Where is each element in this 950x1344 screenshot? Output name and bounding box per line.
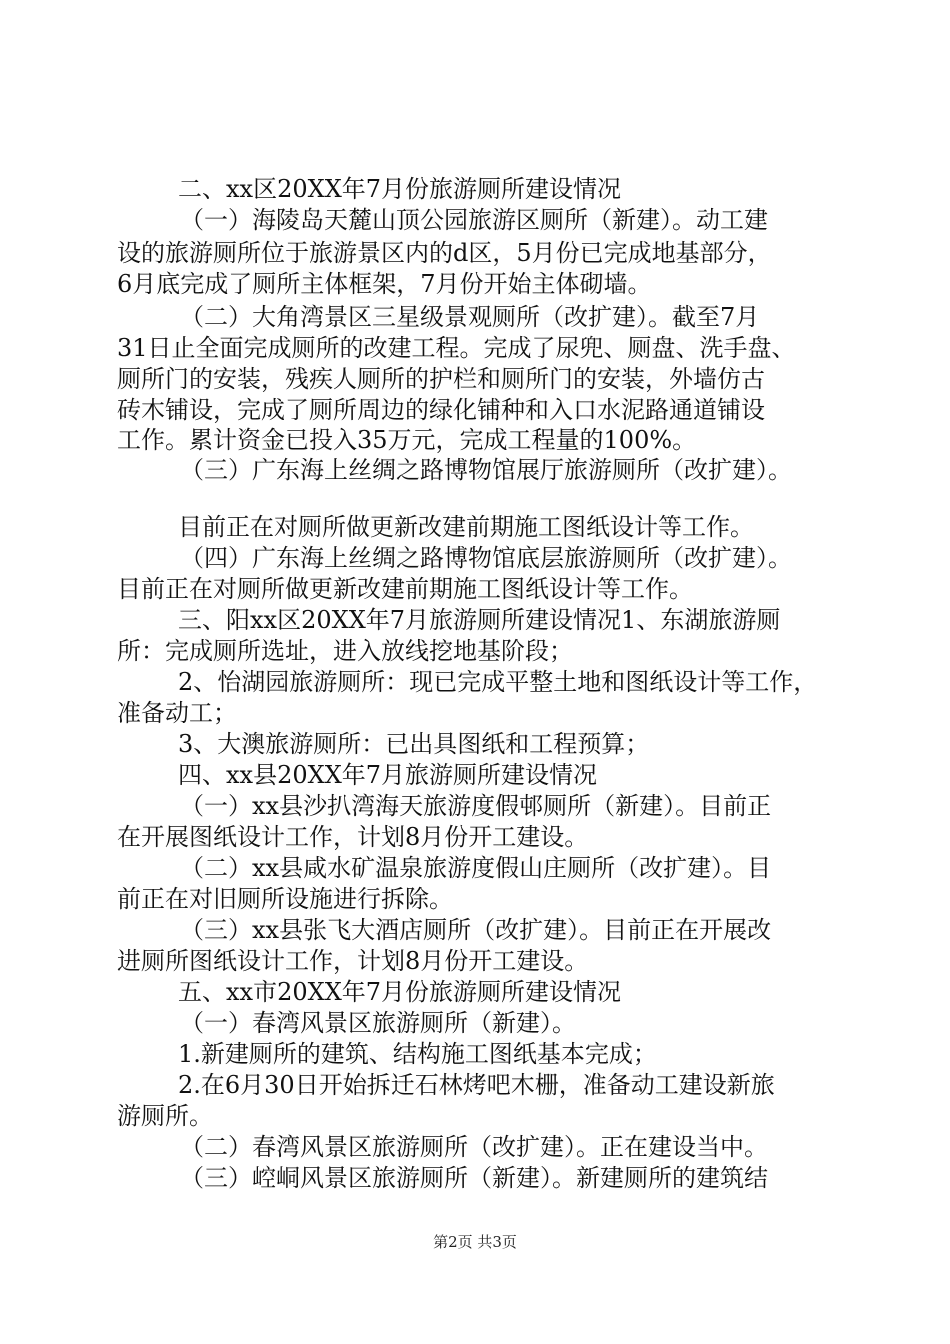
page-footer: 第2页 共3页 <box>433 1233 517 1251</box>
paragraph-line: 所：完成厕所选址，进入放线挖地基阶段； <box>117 637 573 665</box>
paragraph-line: （四）广东海上丝绸之路博物馆底层旅游厕所（改扩建）。 <box>180 544 792 572</box>
paragraph-line: （二）大角湾景区三星级景观厕所（改扩建）。截至7月 <box>180 303 760 331</box>
paragraph-line: 工作。累计资金已投入35万元，完成工程量的100%。 <box>117 426 697 454</box>
paragraph-line: 进厕所图纸设计工作，计划8月份开工建设。 <box>117 947 589 975</box>
section-heading-5: 五、xx市20XX年7月份旅游厕所建设情况 <box>178 978 622 1006</box>
paragraph-line: 目前正在对厕所做更新改建前期施工图纸设计等工作。 <box>117 575 693 603</box>
paragraph-line: 2.在6月30日开始拆迁石林烤吧木栅，准备动工建设新旅 <box>178 1071 775 1099</box>
paragraph-line: （三）广东海上丝绸之路博物馆展厅旅游厕所（改扩建）。 <box>180 456 792 484</box>
paragraph-line: （一）海陵岛天麓山顶公园旅游区厕所（新建）。动工建 <box>180 206 768 234</box>
paragraph-line: （一）xx县沙扒湾海天旅游度假邨厕所（新建）。目前正 <box>180 792 772 820</box>
paragraph-line: 1.新建厕所的建筑、结构施工图纸基本完成； <box>178 1040 657 1068</box>
paragraph-line: 3、大澳旅游厕所：已出具图纸和工程预算； <box>178 730 650 758</box>
paragraph-line: 2、怡湖园旅游厕所：现已完成平整土地和图纸设计等工作， <box>178 668 818 696</box>
section-heading-4: 四、xx县20XX年7月旅游厕所建设情况 <box>178 761 598 789</box>
paragraph-line: 31日止全面完成厕所的改建工程。完成了尿兜、厕盘、洗手盘、 <box>117 334 796 362</box>
paragraph-line: （三）xx县张飞大酒店厕所（改扩建）。目前正在开展改 <box>180 916 772 944</box>
paragraph-line: （三）崆峒风景区旅游厕所（新建）。新建厕所的建筑结 <box>180 1164 768 1192</box>
paragraph-line: （二）春湾风景区旅游厕所（改扩建）。正在建设当中。 <box>180 1133 768 1161</box>
paragraph-line: 目前正在对厕所做更新改建前期施工图纸设计等工作。 <box>178 513 754 541</box>
paragraph-line: 前正在对旧厕所设施进行拆除。 <box>117 885 453 913</box>
section-heading-3: 三、阳xx区20XX年7月旅游厕所建设情况1、东湖旅游厕 <box>178 606 781 634</box>
paragraph-line: 设的旅游厕所位于旅游景区内的d区，5月份已完成地基部分， <box>117 239 772 267</box>
section-heading-2: 二、xx区20XX年7月份旅游厕所建设情况 <box>178 175 622 203</box>
paragraph-line: 6月底完成了厕所主体框架，7月份开始主体砌墙。 <box>117 270 652 298</box>
paragraph-line: （一）春湾风景区旅游厕所（新建）。 <box>180 1009 576 1037</box>
paragraph-line: （二）xx县咸水矿温泉旅游度假山庄厕所（改扩建）。目 <box>180 854 772 882</box>
paragraph-line: 厕所门的安装，残疾人厕所的护栏和厕所门的安装，外墙仿古 <box>117 365 765 393</box>
paragraph-line: 砖木铺设，完成了厕所周边的绿化铺种和入口水泥路通道铺设 <box>117 396 765 424</box>
paragraph-line: 在开展图纸设计工作，计划8月份开工建设。 <box>117 823 589 851</box>
paragraph-line: 准备动工； <box>117 699 237 727</box>
paragraph-line: 游厕所。 <box>117 1102 213 1130</box>
